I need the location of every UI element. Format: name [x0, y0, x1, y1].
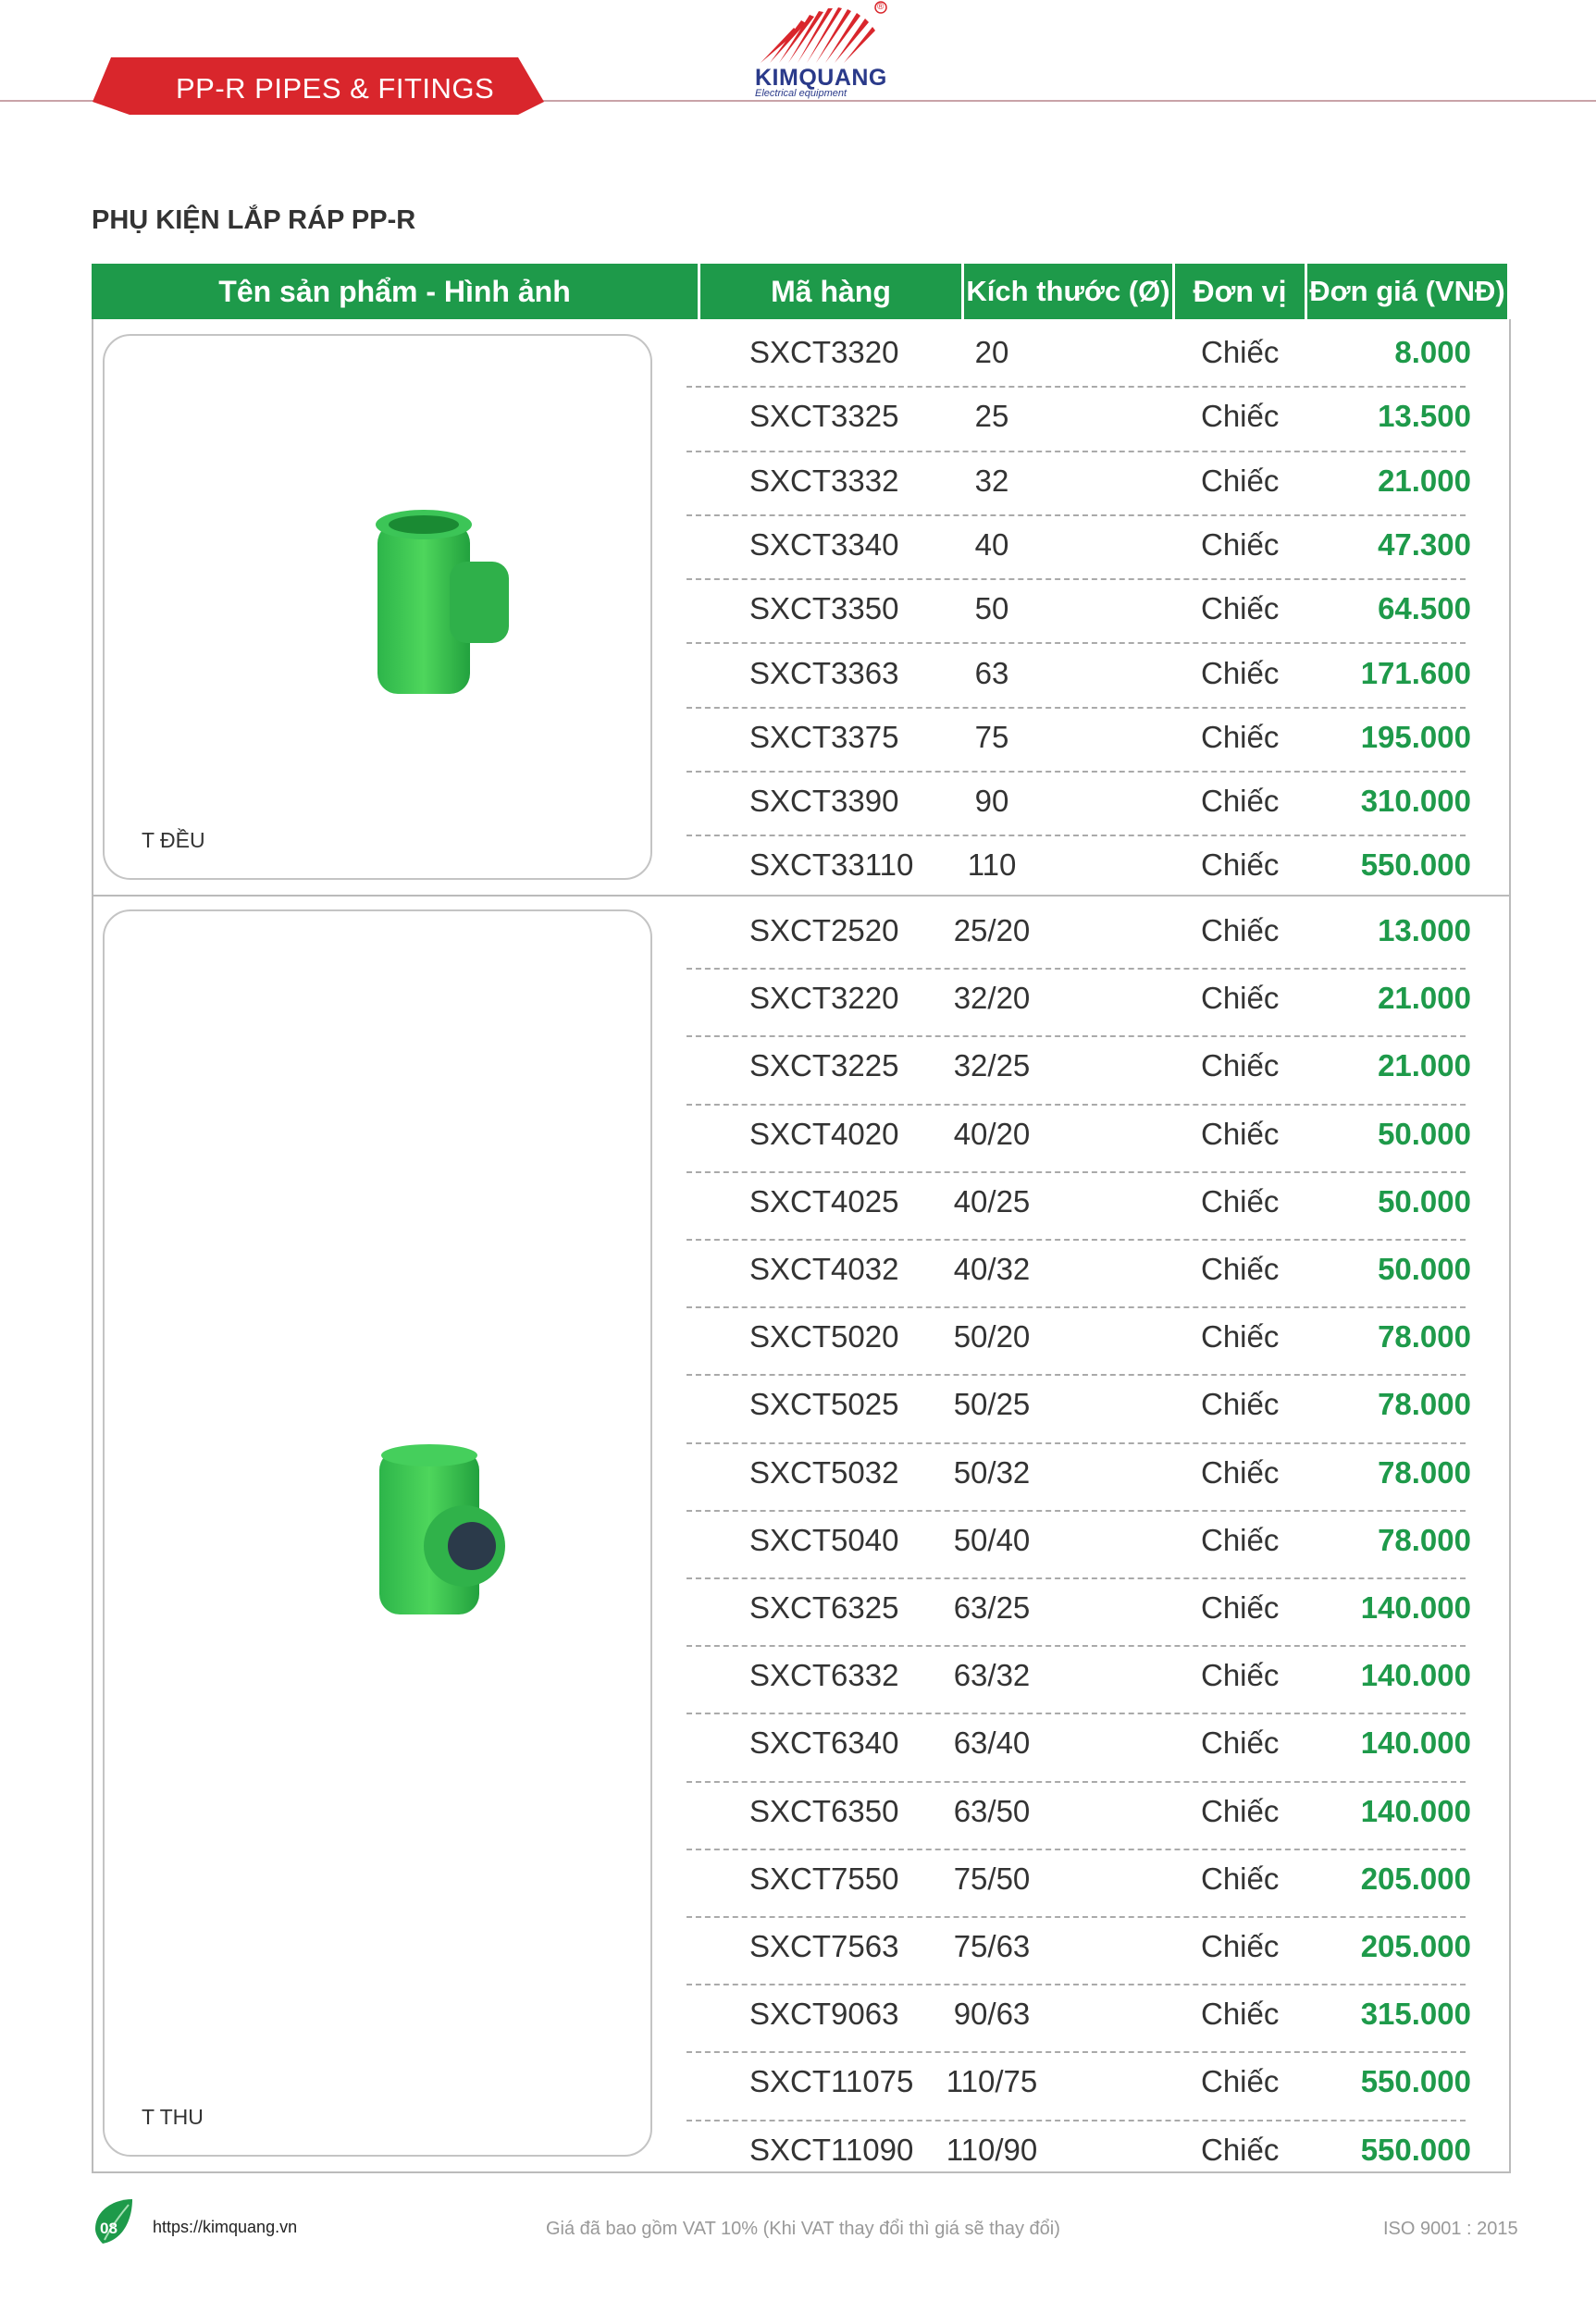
item-price: 78.000 — [1378, 1319, 1471, 1354]
item-unit: Chiếc — [1201, 1522, 1280, 1557]
item-price: 50.000 — [1378, 1116, 1471, 1151]
item-code: SXCT5020 — [749, 1319, 899, 1354]
item-code: SXCT4025 — [749, 1183, 899, 1218]
item-size: 40/20 — [953, 1116, 1031, 1151]
item-unit: Chiếc — [1201, 913, 1280, 947]
item-price: 78.000 — [1378, 1522, 1471, 1557]
item-code: SXCT3375 — [749, 719, 899, 754]
item-size: 90 — [974, 784, 1009, 819]
column-header-code: Mã hàng — [700, 264, 961, 319]
item-size: 40/25 — [953, 1183, 1031, 1218]
item-price: 171.600 — [1360, 655, 1471, 690]
item-size: 75/63 — [953, 1929, 1031, 1963]
group-label-reducing-tee: T THU — [142, 2105, 204, 2129]
table-row — [687, 1918, 1471, 1985]
item-price: 310.000 — [1360, 784, 1471, 819]
item-size: 50/32 — [953, 1454, 1031, 1490]
item-size: 75 — [974, 719, 1009, 754]
item-price: 140.000 — [1360, 1793, 1471, 1828]
item-code: SXCT11075 — [749, 2064, 914, 2099]
table-row — [687, 1241, 1471, 1308]
item-price: 550.000 — [1360, 847, 1471, 883]
table-row — [687, 516, 1471, 580]
table-row — [687, 1308, 1471, 1376]
item-price: 78.000 — [1378, 1387, 1471, 1422]
registered-mark: ® — [877, 2, 885, 12]
item-unit: Chiếc — [1201, 1116, 1280, 1151]
item-unit: Chiếc — [1201, 719, 1280, 754]
item-code: SXCT9063 — [749, 1997, 899, 2032]
item-size: 110/90 — [946, 2132, 1038, 2167]
item-unit: Chiếc — [1201, 1929, 1280, 1963]
table-row — [687, 2053, 1471, 2121]
item-unit: Chiếc — [1201, 1387, 1280, 1422]
item-size: 25/20 — [953, 913, 1031, 947]
item-price: 64.500 — [1378, 591, 1471, 626]
table-row — [687, 580, 1471, 644]
item-size: 40/32 — [953, 1252, 1031, 1286]
item-price: 315.000 — [1360, 1997, 1471, 2032]
table-row — [687, 1173, 1471, 1241]
brand-tagline: Electrical equipment — [755, 88, 847, 99]
item-unit: Chiếc — [1201, 335, 1280, 369]
page-number: 08 — [100, 2220, 118, 2237]
item-unit: Chiếc — [1201, 1454, 1280, 1490]
item-price: 140.000 — [1360, 1725, 1471, 1761]
vat-note: Giá đã bao gồm VAT 10% (Khi VAT thay đổi thì giá sẽ thay đổi) — [546, 2219, 1060, 2239]
item-size: 40 — [974, 526, 1009, 562]
table-row — [687, 2121, 1471, 2189]
item-size: 110 — [967, 847, 1017, 883]
item-size: 90/63 — [953, 1997, 1031, 2032]
item-unit: Chiếc — [1201, 1319, 1280, 1354]
table-row — [687, 1037, 1471, 1105]
item-unit: Chiếc — [1201, 1048, 1280, 1083]
item-price: 205.000 — [1360, 1861, 1471, 1896]
item-size: 63/50 — [953, 1793, 1031, 1828]
item-unit: Chiếc — [1201, 2064, 1280, 2099]
item-code: SXCT7563 — [749, 1929, 899, 1963]
item-price: 50.000 — [1378, 1183, 1471, 1218]
item-unit: Chiếc — [1201, 591, 1280, 626]
table-row — [687, 902, 1471, 970]
item-size: 63/40 — [953, 1725, 1031, 1761]
item-size: 32 — [974, 463, 1009, 498]
section-title: PHỤ KIỆN LẮP RÁP PP-R — [92, 205, 416, 235]
item-unit: Chiếc — [1201, 1252, 1280, 1286]
item-price: 21.000 — [1378, 981, 1471, 1016]
item-unit: Chiếc — [1201, 463, 1280, 498]
table-row — [687, 1579, 1471, 1647]
reducing-tee-icon — [370, 1439, 518, 1624]
group-label-equal-tee: T ĐỀU — [142, 828, 205, 852]
item-price: 50.000 — [1378, 1252, 1471, 1286]
item-code: SXCT4020 — [749, 1116, 899, 1151]
item-price: 13.500 — [1378, 399, 1471, 434]
item-price: 8.000 — [1394, 335, 1471, 369]
item-unit: Chiếc — [1201, 1725, 1280, 1761]
item-code: SXCT6325 — [749, 1590, 899, 1625]
item-price: 195.000 — [1360, 719, 1471, 754]
item-code: SXCT3332 — [749, 463, 899, 498]
item-unit: Chiếc — [1201, 2132, 1280, 2167]
item-price: 140.000 — [1360, 1590, 1471, 1625]
item-price: 550.000 — [1360, 2132, 1471, 2167]
item-code: SXCT5025 — [749, 1387, 899, 1422]
iso-certification: ISO 9001 : 2015 — [1383, 2219, 1518, 2239]
item-code: SXCT3363 — [749, 655, 899, 690]
column-header-product: Tên sản phẩm - Hình ảnh — [92, 264, 698, 319]
item-size: 50/20 — [953, 1319, 1031, 1354]
table-row — [687, 1985, 1471, 2053]
item-code: SXCT2520 — [749, 913, 899, 947]
item-size: 20 — [974, 335, 1009, 369]
item-code: SXCT3340 — [749, 526, 899, 562]
banner-text: PP-R PIPES & FITINGS — [176, 72, 495, 105]
table-row — [687, 1376, 1471, 1443]
item-size: 50 — [974, 591, 1009, 626]
item-price: 550.000 — [1360, 2064, 1471, 2099]
item-code: SXCT6332 — [749, 1658, 899, 1693]
equal-tee-icon — [366, 504, 514, 708]
website-url[interactable]: https://kimquang.vn — [153, 2218, 298, 2236]
table-row — [687, 773, 1471, 836]
item-size: 32/20 — [953, 981, 1031, 1016]
table-row — [687, 388, 1471, 451]
table-row — [687, 645, 1471, 709]
item-price: 205.000 — [1360, 1929, 1471, 1963]
item-code: SXCT3390 — [749, 784, 899, 819]
item-unit: Chiếc — [1201, 847, 1280, 883]
item-price: 78.000 — [1378, 1454, 1471, 1490]
table-row — [687, 452, 1471, 516]
item-code: SXCT11090 — [749, 2132, 914, 2167]
column-header-price: Đơn giá (VNĐ) — [1307, 264, 1507, 319]
item-unit: Chiếc — [1201, 1861, 1280, 1896]
item-code: SXCT7550 — [749, 1861, 899, 1896]
table-row — [687, 1106, 1471, 1173]
item-unit: Chiếc — [1201, 399, 1280, 434]
item-code: SXCT4032 — [749, 1252, 899, 1286]
item-code: SXCT3325 — [749, 399, 899, 434]
table-row — [687, 1444, 1471, 1512]
table-row — [687, 1512, 1471, 1579]
item-price: 47.300 — [1378, 526, 1471, 562]
table-row — [687, 324, 1471, 388]
table-row — [687, 1647, 1471, 1714]
table-row — [687, 709, 1471, 773]
item-unit: Chiếc — [1201, 1658, 1280, 1693]
table-row — [687, 836, 1471, 900]
item-price: 13.000 — [1378, 913, 1471, 947]
item-code: SXCT6340 — [749, 1725, 899, 1761]
item-size: 75/50 — [953, 1861, 1031, 1896]
item-price: 140.000 — [1360, 1658, 1471, 1693]
item-code: SXCT5032 — [749, 1454, 899, 1490]
item-code: SXCT3220 — [749, 981, 899, 1016]
item-size: 63/32 — [953, 1658, 1031, 1693]
item-size: 63 — [974, 655, 1009, 690]
item-size: 25 — [974, 399, 1009, 434]
item-unit: Chiếc — [1201, 1183, 1280, 1218]
table-row — [687, 1783, 1471, 1850]
item-unit: Chiếc — [1201, 1590, 1280, 1625]
item-unit: Chiếc — [1201, 526, 1280, 562]
item-code: SXCT6350 — [749, 1793, 899, 1828]
item-unit: Chiếc — [1201, 655, 1280, 690]
table-row — [687, 970, 1471, 1037]
item-price: 21.000 — [1378, 463, 1471, 498]
item-code: SXCT33110 — [749, 847, 914, 883]
item-size: 32/25 — [953, 1048, 1031, 1083]
item-size: 50/40 — [953, 1522, 1031, 1557]
item-code: SXCT3225 — [749, 1048, 899, 1083]
item-code: SXCT5040 — [749, 1522, 899, 1557]
item-unit: Chiếc — [1201, 784, 1280, 819]
table-row — [687, 1714, 1471, 1782]
item-unit: Chiếc — [1201, 1997, 1280, 2032]
item-unit: Chiếc — [1201, 981, 1280, 1016]
item-code: SXCT3320 — [749, 335, 899, 369]
item-unit: Chiếc — [1201, 1793, 1280, 1828]
item-size: 110/75 — [946, 2064, 1038, 2099]
item-code: SXCT3350 — [749, 591, 899, 626]
brand-name: KIMQUANG — [755, 65, 887, 91]
item-size: 63/25 — [953, 1590, 1031, 1625]
table-row — [687, 1850, 1471, 1918]
column-header-size: Kích thước (Ø) — [964, 264, 1172, 319]
item-size: 50/25 — [953, 1387, 1031, 1422]
item-price: 21.000 — [1378, 1048, 1471, 1083]
column-header-unit: Đơn vị — [1175, 264, 1305, 319]
